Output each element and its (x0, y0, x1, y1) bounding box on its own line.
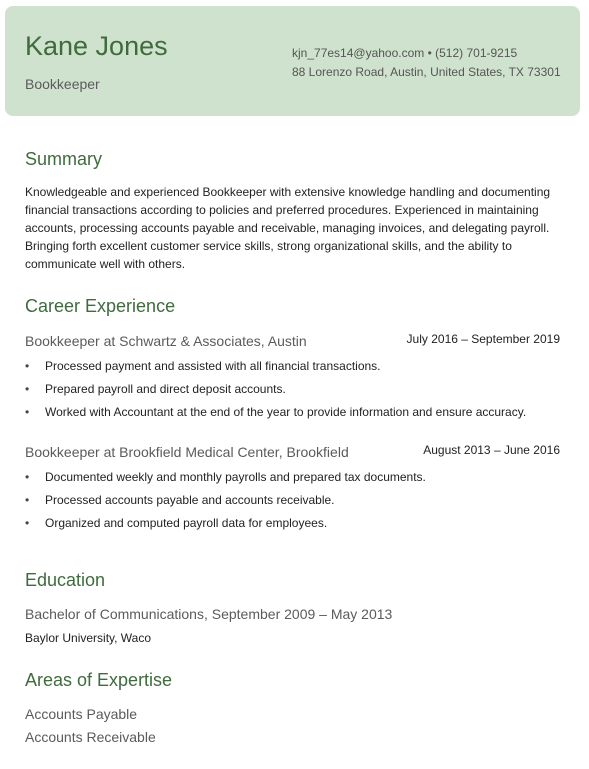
contact-info (292, 44, 561, 82)
job-dates: July 2016 – September 2019 (406, 332, 560, 346)
job-bullets (25, 357, 526, 426)
experience-heading: Career Experience (25, 296, 176, 316)
job-bullet: • Worked with Accountant at the end of the year to provide information and ensure accuracy. (25, 403, 526, 426)
contact-email-phone: kjn_77es14@yahoo.com • (512) 701-9215 (292, 46, 518, 60)
job-title: Bookkeeper at Brookfield Medical Center, Brookfield (25, 444, 349, 460)
summary-heading: Summary (25, 149, 103, 169)
job-dates: August 2013 – June 2016 (423, 443, 560, 457)
candidate-name: Kane Jones (25, 31, 168, 61)
resume-header (5, 6, 580, 116)
contact-address: 88 Lorenzo Road, Austin, United States, TX 73301 (292, 65, 561, 79)
summary-text: Knowledgeable and experienced Bookkeeper with extensive knowledge handling and documenting financial transactions according to policies and preferred procedures. Experienced in maintaining accounts, processing accounts payable and receivable, managing invoices, and delegating payroll. Bringing forth excellent customer service skills, strong organizational skills, and the ability to communicate well with others. (25, 185, 551, 271)
education-school: Baylor University, Waco (25, 631, 152, 645)
expertise-heading: Areas of Expertise (25, 670, 173, 690)
candidate-role: Bookkeeper (25, 76, 100, 92)
job-bullet: • Documented weekly and monthly payrolls and prepared tax documents. (25, 468, 426, 491)
job-bullet: • Organized and computed payroll data for employees. (25, 514, 426, 537)
job-bullet: • Processed payment and assisted with all financial transactions. (25, 357, 526, 380)
job-bullet: • Processed accounts payable and accounts receivable. (25, 491, 426, 514)
education-degree: Bachelor of Communications, September 2009 – May 2013 (25, 606, 393, 622)
job-bullets (25, 468, 426, 537)
expertise-item: Accounts Receivable (25, 729, 156, 745)
job-bullet: • Prepared payroll and direct deposit accounts. (25, 380, 526, 403)
expertise-item: Accounts Payable (25, 706, 138, 722)
job-title: Bookkeeper at Schwartz & Associates, Austin (25, 333, 307, 349)
education-heading: Education (25, 570, 106, 590)
